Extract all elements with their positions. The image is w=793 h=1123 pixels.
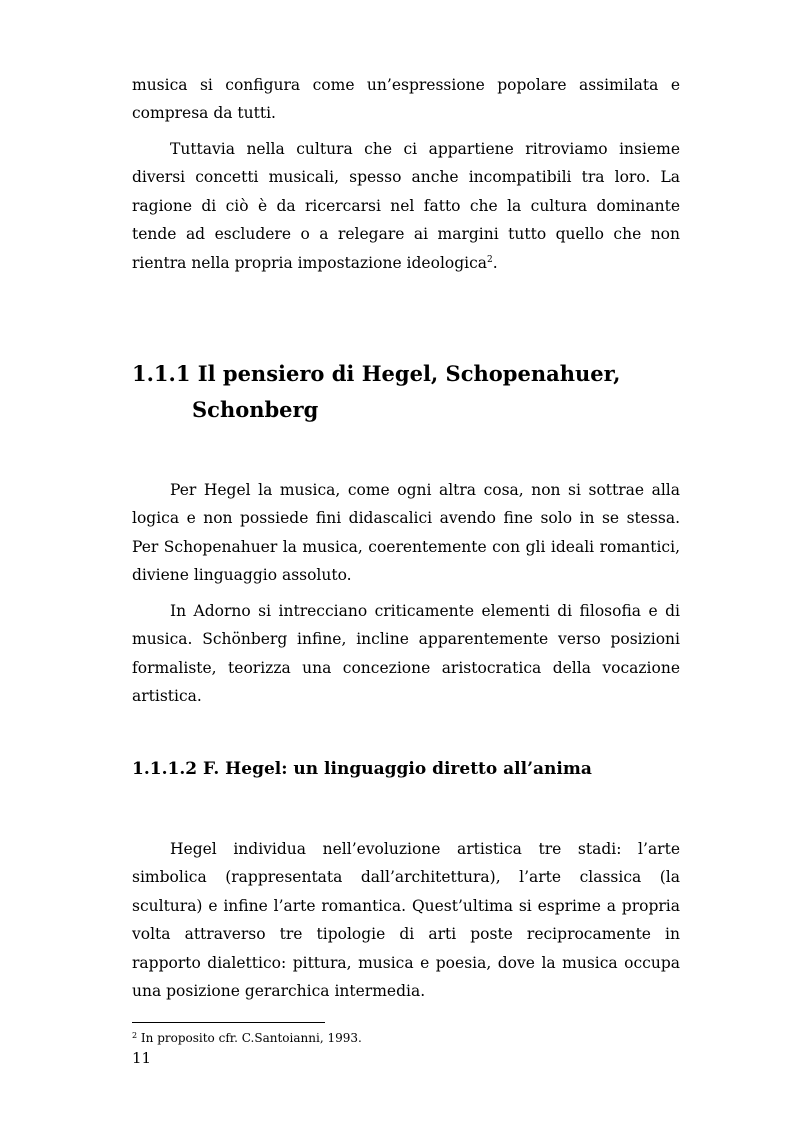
- footnote-number: 2: [132, 1031, 138, 1040]
- paragraph-4: In Adorno si intrecciano criticamente elementi di filosofia e di musica. Schönberg infine, incline apparentemente verso posizioni formaliste, teorizza una concezione aristocratica della vocazione artistica.: [132, 602, 680, 706]
- paragraph-2-end: .: [492, 253, 498, 272]
- footnote-divider: [132, 1022, 325, 1023]
- paragraph-3: Per Hegel la musica, come ogni altra cosa, non si sottrae alla logica e non possiede fini didascalici avendo fine solo in se stessa. Per Schopenahuer la musica, coerentemente con gli ideali romantici, diviene linguaggio assoluto.: [132, 481, 680, 585]
- section-heading-1-1-1-line2: Schonberg: [192, 397, 319, 422]
- paragraph-2-text: Tuttavia nella cultura che ci appartiene ritroviamo insieme diversi concetti musicali, spesso anche incompatibili tra loro. La ragione di ciò è da ricercarsi nel fatto che la cultura dominante tende ad escludere o a relegare ai margini tutto quello che non rientra nella propria impostazione ideologica: [132, 140, 680, 272]
- footnote-reference[interactable]: 2: [487, 254, 493, 265]
- paragraph-2: [132, 135, 680, 277]
- section-heading-1-1-1: [132, 356, 692, 428]
- footnote-text: In proposito cfr. C.Santoianni, 1993.: [137, 1031, 362, 1045]
- paragraph-5: Hegel individua nell’evoluzione artistica tre stadi: l’arte simbolica (rappresentata dall’architettura), l’arte classica (la scultura) e infine l’arte romantica. Quest’ultima si esprime a propria volta attraverso tre tipologie di arti poste reciprocamente in rapporto dialettico: pittura, musica e poesia, dove la musica occupa una posizione gerarchica intermedia.: [132, 840, 680, 1001]
- section-heading-1-1-1-2: 1.1.1.2 F. Hegel: un linguaggio diretto all’anima: [132, 759, 592, 779]
- section-heading-1-1-1-line1: 1.1.1 Il pensiero di Hegel, Schopenahuer,: [132, 361, 621, 386]
- page-number: 11: [132, 1049, 152, 1067]
- footnote: [132, 1030, 362, 1046]
- paragraph-1: musica si configura come un’espressione popolare assimilata e compresa da tutti.: [132, 76, 680, 123]
